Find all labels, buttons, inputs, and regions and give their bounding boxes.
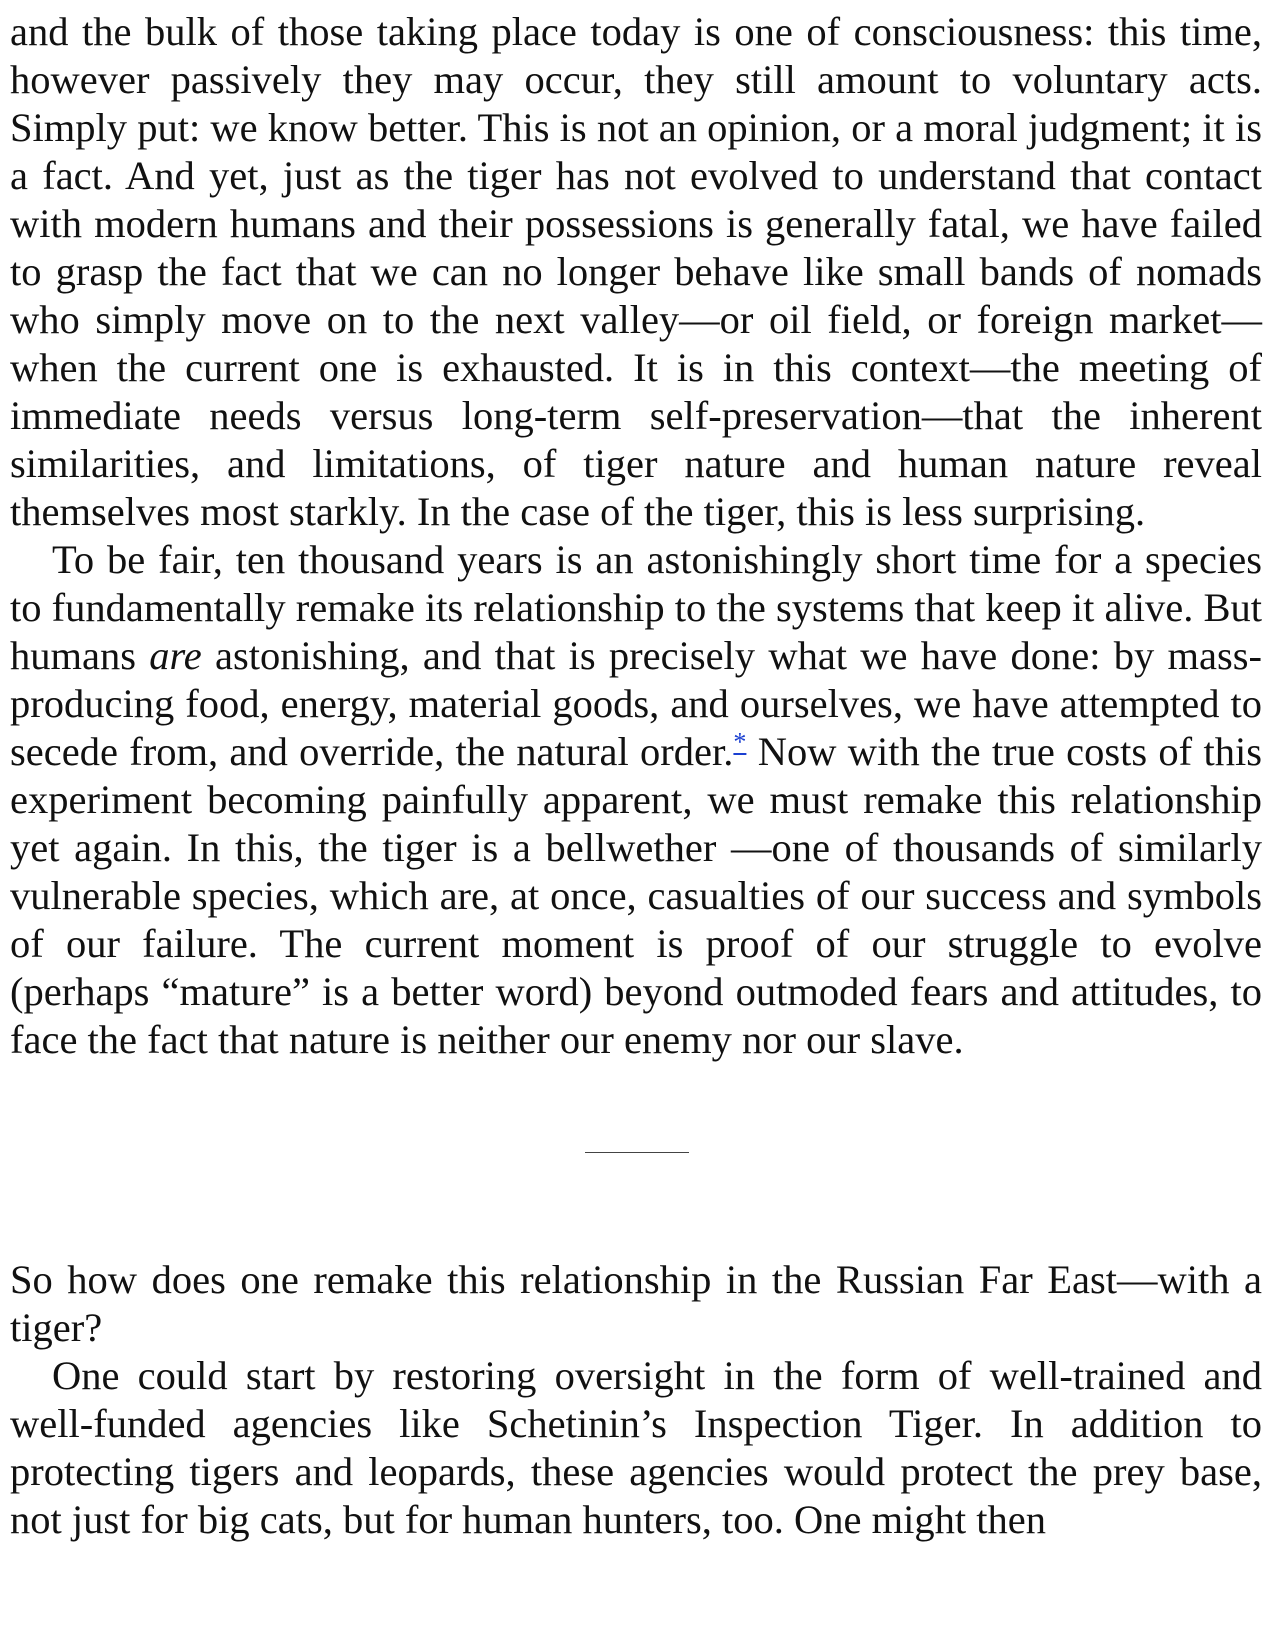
section-divider-rule [585,1152,689,1153]
paragraph-remake-question [10,1256,1262,1352]
book-page [10,8,1262,1544]
paragraph-restoring-oversight [10,1352,1262,1544]
paragraph-to-be-fair [10,536,1262,1064]
paragraph-text: One could start by restoring oversight in the form of well-trained and well-funded agencies like Schetinin’s Inspection Tiger. In addition to protecting tigers and leopards, these agencies would protect the prey base, not just for big cats, but for human hunters, too. One might then [10,1353,1262,1542]
emphasis-are: are [149,633,202,678]
paragraph-text: So how does one remake this relationship in the Russian Far East—with a tiger? [10,1257,1262,1350]
paragraph-consciousness [10,8,1262,536]
section-break [10,1064,1262,1256]
paragraph-text-part-c: Now with the true costs of this experiment becoming painfully apparent, we must remake this relationship yet again. In this, the tiger is a bellwether —one of thousands of similarly vulnerable species, which are, at once, casualties of our success and symbols of our failure. The current moment is proof of our struggle to evolve (perhaps “mature” is a better word) beyond outmoded fears and attitudes, to face the fact that nature is neither our enemy nor our slave. [10,729,1262,1062]
paragraph-text-part-b: astonishing, and that is precisely what we have done: by mass-producing food, energy, material goods, and ourselves, we have attempted to secede from, and override, the natural order. [10,633,1262,774]
paragraph-text-part-a: To be fair, ten thousand years is an astonishingly short time for a species to fundamentally remake its relationship to the systems that keep it alive. But humans [10,537,1262,678]
footnote-link[interactable]: * [733,727,747,757]
paragraph-text: and the bulk of those taking place today is one of consciousness: this time, however passively they may occur, they still amount to voluntary acts. Simply put: we know better. This is not an opinion, or a moral judgment; it is a fact. And yet, just as the tiger has not evolved to understand that contact with modern humans and their possessions is generally fatal, we have failed to grasp the fact that we can no longer behave like small bands of nomads who simply move on to the next valley—or oil field, or foreign market—when the current one is exhausted. It is in this context—the meeting of immediate needs versus long-term self-preservation—that the inherent similarities, and limitations, of tiger nature and human nature reveal themselves most starkly. In the case of the tiger, this is less surprising. [10,9,1262,534]
